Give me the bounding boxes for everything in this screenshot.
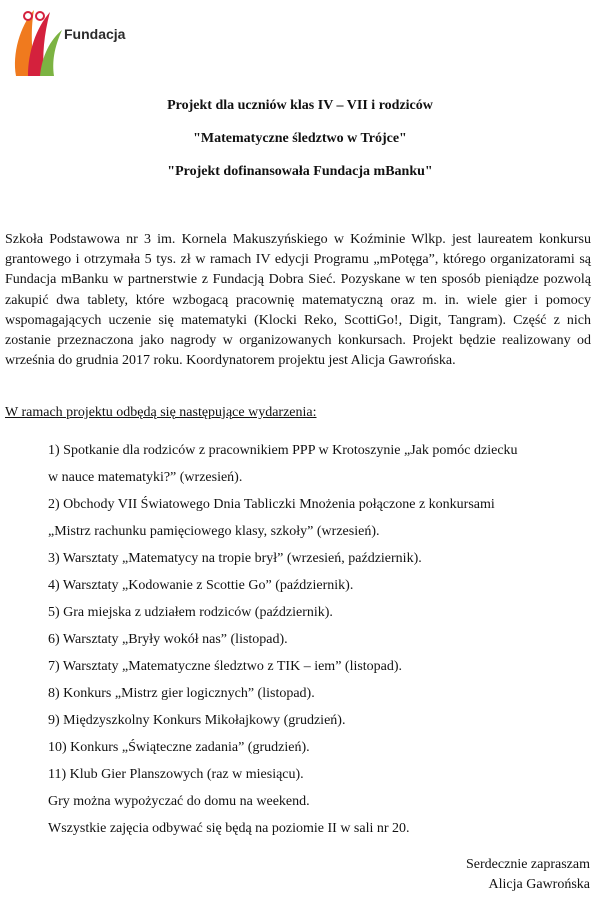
heading-funding: "Projekt dofinansowała Fundacja mBanku" [167, 164, 433, 179]
intro-paragraph: Szkoła Podstawowa nr 3 im. Kornela Makuszyńskiego w Koźminie Wlkp. jest laureatem konkursu grantowego i otrzymała 5 tys. zł w ramach IV edycji Programu „mPotęga”, którego organizatorami są Fundacja mBanku w partnerstwie z Fundacją Dobra Sieć. Pozyskane w ten sposób pieniądze pozwolą zakupić dwa tablety, które wzbogacą pracownię matematyczną oraz m. in. wiele gier i pomocy wspomagających uczenie się matematyki (Klocki Reko, ScottiGo!, Digit, Tangram). Część z nich zostanie przeznaczona jako nagrody w organizowanych konkursach. Projekt będzie realizowany od września do grudnia 2017 roku. Koordynatorem projektu jest Alicja Gawrońska. [5, 232, 591, 369]
heading-project: Projekt dla uczniów klas IV – VII i rodziców [167, 98, 433, 113]
event-line: 11) Klub Gier Planszowych (raz w miesiącu). [48, 767, 304, 782]
event-line: „Mistrz rachunku pamięciowego klasy, szkoły” (wrzesień). [48, 524, 380, 539]
heading-title: "Matematyczne śledztwo w Trójce" [193, 131, 407, 146]
event-line: 3) Warsztaty „Matematycy na tropie brył” (wrzesień, październik). [48, 551, 422, 566]
event-line: 4) Warsztaty „Kodowanie z Scottie Go” (październik). [48, 578, 354, 593]
events-section-label: W ramach projektu odbędą się następujące wydarzenia: [5, 405, 317, 420]
event-line: 5) Gra miejska z udziałem rodziców (październik). [48, 605, 333, 620]
note-line: Gry można wypożyczać do domu na weekend. [48, 794, 310, 809]
event-line: 8) Konkurs „Mistrz gier logicznych” (listopad). [48, 686, 315, 701]
event-line: 1) Spotkanie dla rodziców z pracownikiem PPP w Krotoszynie „Jak pomóc dziecku [48, 443, 518, 458]
event-line: 10) Konkurs „Świąteczne zadania” (grudzień). [48, 740, 310, 755]
event-line: 6) Warsztaty „Bryły wokół nas” (listopad). [48, 632, 288, 647]
fundacja-logo [6, 4, 126, 84]
signature-block [466, 855, 590, 895]
event-line: 2) Obchody VII Światowego Dnia Tabliczki Mnożenia połączone z konkursami [48, 497, 495, 512]
note-line: Wszystkie zajęcia odbywać się będą na poziomie II w sali nr 20. [48, 821, 410, 836]
signature-name: Alicja Gawrońska [488, 877, 590, 892]
events-list [48, 437, 593, 842]
fundacja-logo-mark-icon [6, 4, 66, 84]
event-line: 9) Międzyszkolny Konkurs Mikołajkowy (grudzień). [48, 713, 346, 728]
fundacja-logo-text: Fundacja [64, 26, 126, 42]
document-headings [0, 96, 600, 195]
signature-greeting: Serdecznie zapraszam [466, 857, 590, 872]
event-line: w nauce matematyki?” (wrzesień). [48, 470, 243, 485]
event-line: 7) Warsztaty „Matematyczne śledztwo z TIK – iem” (listopad). [48, 659, 403, 674]
